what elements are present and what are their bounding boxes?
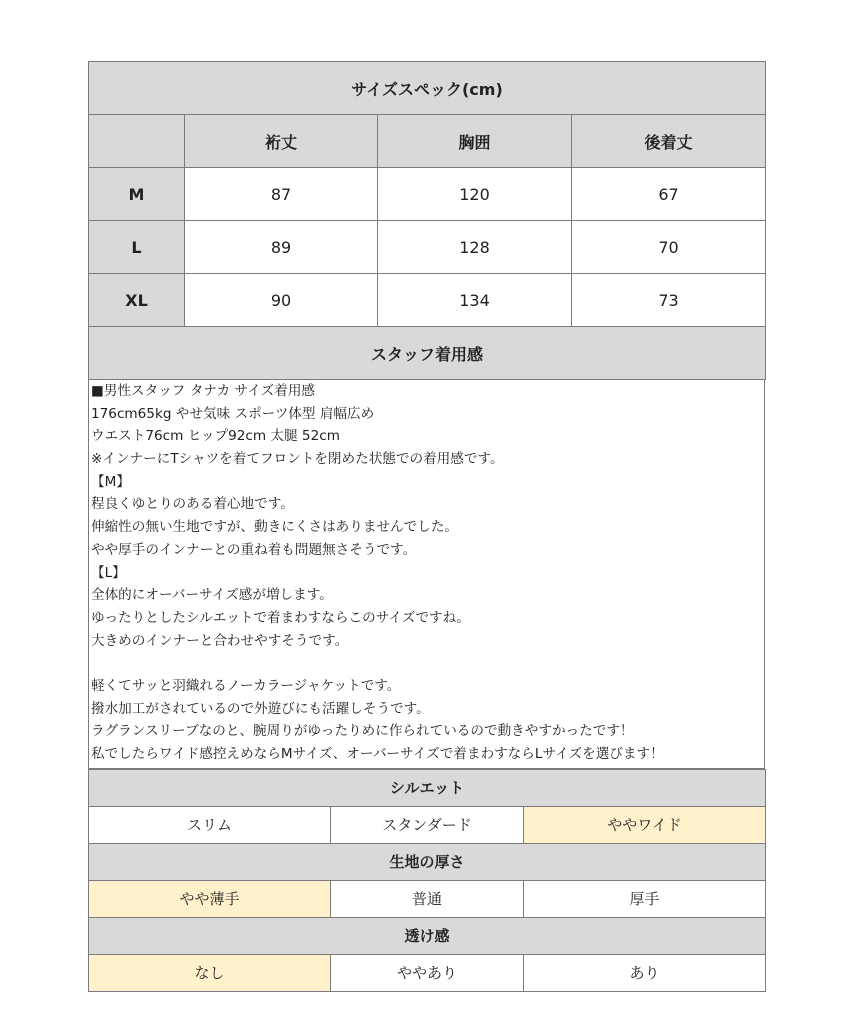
review-line: 軽くてサッと羽織れるノーカラージャケットです。 — [91, 677, 401, 694]
size-row-l — [89, 221, 766, 274]
size-spec-table — [88, 61, 766, 380]
transparency-options — [89, 954, 766, 991]
size-header-row — [89, 115, 766, 168]
size-value: 134 — [378, 274, 572, 327]
review-line: 全体的にオーバーサイズ感が増します。 — [91, 587, 333, 604]
review-line: 撥水加工がされているので外遊びにも活躍しそうです。 — [91, 700, 430, 717]
size-row-m — [89, 168, 766, 221]
size-label: XL — [89, 274, 185, 327]
transparency-title: 透け感 — [89, 917, 766, 954]
size-header-corner — [89, 115, 185, 168]
review-line: ゆったりとしたシルエットで着まわすならこのサイズですね。 — [91, 609, 470, 626]
silhouette-option: ややワイド — [524, 806, 766, 843]
size-value: 73 — [572, 274, 766, 327]
rating-table — [88, 769, 766, 992]
fabric-thickness-option: 普通 — [331, 880, 524, 917]
size-value: 67 — [572, 168, 766, 221]
review-line: 私でしたらワイド感控えめならMサイズ、オーバーサイズで着まわすならLサイズを選びます！ — [91, 746, 664, 762]
review-line: 大きめのインナーと合わせやすそうです。 — [91, 632, 349, 649]
size-spec-title: サイズスペック(cm) — [89, 62, 766, 115]
review-line — [91, 652, 764, 675]
review-line: ※インナーにTシャツを着てフロントを閉めた状態での着用感です。 — [91, 451, 504, 468]
size-value: 128 — [378, 221, 572, 274]
fabric-thickness-option: 厚手 — [524, 880, 766, 917]
size-value: 87 — [185, 168, 378, 221]
staff-review-text — [88, 380, 765, 769]
header-back-length: 後着丈 — [572, 115, 766, 168]
review-title: スタッフ着用感 — [89, 327, 766, 380]
size-sheet — [88, 61, 765, 992]
review-line: ウエスト76cm ヒップ92cm 太腿 52cm — [91, 428, 340, 445]
transparency-option: なし — [89, 954, 331, 991]
review-line: 伸縮性の無い生地ですが、動きにくさはありませんでした。 — [91, 519, 459, 536]
transparency-option: ややあり — [331, 954, 524, 991]
header-chest: 胸囲 — [378, 115, 572, 168]
size-label: L — [89, 221, 185, 274]
transparency-option: あり — [524, 954, 766, 991]
review-line: 【L】 — [91, 564, 126, 581]
size-label: M — [89, 168, 185, 221]
silhouette-option: スリム — [89, 806, 331, 843]
review-line: ■男性スタッフ タナカ サイズ着用感 — [91, 383, 316, 399]
review-line: やや厚手のインナーとの重ね着も問題無さそうです。 — [91, 541, 417, 558]
fabric-thickness-options — [89, 880, 766, 917]
silhouette-options — [89, 806, 766, 843]
size-value: 120 — [378, 168, 572, 221]
header-sleeve-length: 裄丈 — [185, 115, 378, 168]
silhouette-title: シルエット — [89, 769, 766, 806]
review-line: ラグランスリーブなのと、腕周りがゆったりめに作られているので動きやすかったです！ — [91, 723, 634, 740]
fabric-thickness-option: やや薄手 — [89, 880, 331, 917]
silhouette-option: スタンダード — [331, 806, 524, 843]
size-value: 70 — [572, 221, 766, 274]
fabric-thickness-title: 生地の厚さ — [89, 843, 766, 880]
size-row-xl — [89, 274, 766, 327]
review-line: 程良くゆとりのある着心地です。 — [91, 496, 294, 513]
size-value: 90 — [185, 274, 378, 327]
review-line: 176cm65kg やせ気味 スポーツ体型 肩幅広め — [91, 405, 375, 422]
size-value: 89 — [185, 221, 378, 274]
review-line: 【M】 — [91, 473, 130, 490]
